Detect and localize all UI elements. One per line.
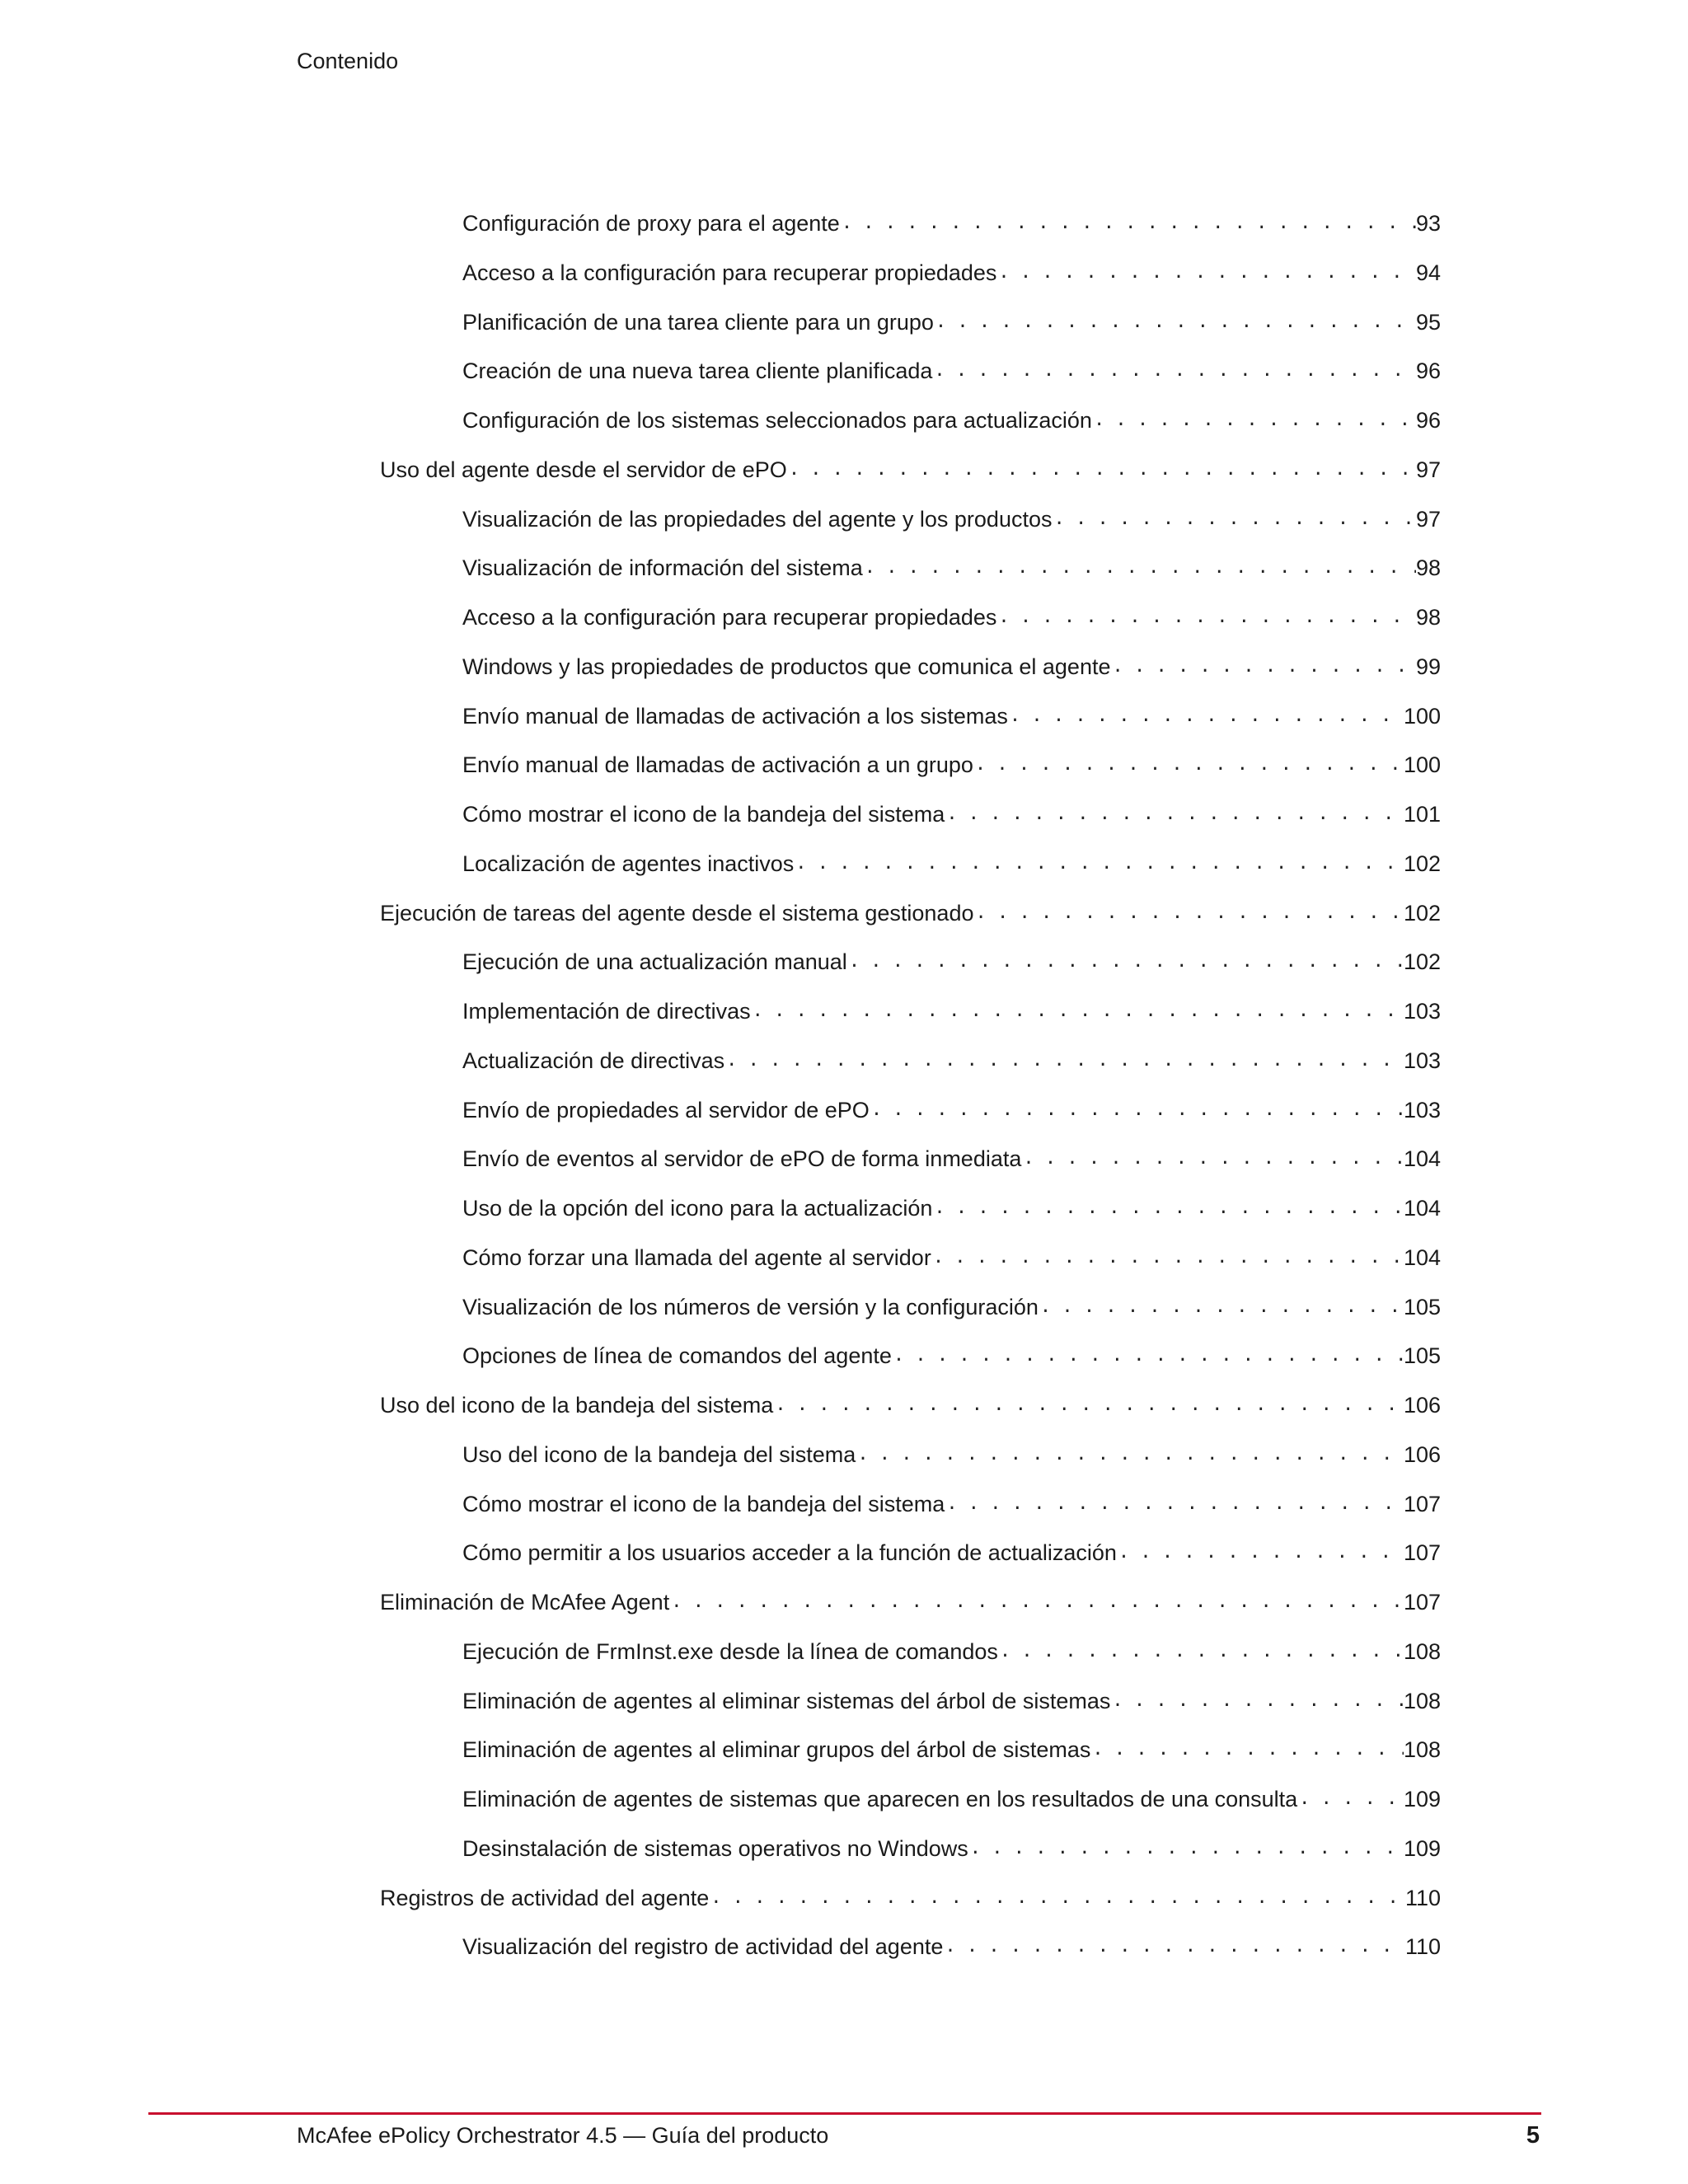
toc-entry-title: Eliminación de agentes al eliminar sistemas del árbol de sistemas: [462, 1689, 1111, 1713]
toc-entry-page: 106: [1403, 1442, 1441, 1467]
toc-dot-leader: [1008, 701, 1404, 731]
toc-dot-leader: [945, 799, 1404, 829]
toc-dot-leader: [669, 1587, 1404, 1617]
toc-entry-title: Cómo permitir a los usuarios acceder a la función de actualización: [462, 1540, 1117, 1565]
toc-entry-title: Ejecución de una actualización manual: [462, 949, 847, 974]
toc-entry-page: 104: [1403, 1245, 1441, 1270]
toc-entry-page: 100: [1403, 752, 1441, 777]
toc-dot-leader: [1092, 405, 1416, 435]
footer-page-number: 5: [1526, 2122, 1540, 2149]
toc-entry-title: Eliminación de agentes de sistemas que aparecen en los resultados de una consulta: [462, 1787, 1298, 1811]
toc-entry-page: 97: [1415, 457, 1441, 482]
toc-dot-leader: [945, 1489, 1404, 1519]
toc-entry-page: 98: [1415, 605, 1441, 630]
toc-entry[interactable]: [462, 793, 1441, 829]
toc-entry-title: Cómo forzar una llamada del agente al servidor: [462, 1245, 931, 1270]
toc-dot-leader: [968, 1834, 1404, 1863]
toc-entry[interactable]: [462, 1187, 1441, 1223]
page-header-section-title: Contenido: [297, 49, 399, 73]
toc-entry-title: Uso del agente desde el servidor de ePO: [380, 457, 787, 482]
toc-entry-title: Windows y las propiedades de productos que comunica el agente: [462, 654, 1111, 679]
toc-entry-page: 105: [1403, 1343, 1441, 1368]
toc-entry-title: Configuración de los sistemas seleccionados para actualización: [462, 408, 1092, 433]
toc-dot-leader: [724, 1046, 1404, 1076]
toc-entry[interactable]: [462, 1483, 1441, 1519]
toc-entry-title: Desinstalación de sistemas operativos no Windows: [462, 1836, 968, 1861]
toc-entry-page: 103: [1403, 1098, 1441, 1122]
toc-entry-page: 102: [1403, 949, 1441, 974]
toc-entry-title: Visualización del registro de actividad del agente: [462, 1934, 944, 1959]
toc-dot-leader: [870, 1095, 1404, 1125]
toc-entry[interactable]: [462, 596, 1441, 632]
toc-dot-leader: [856, 1440, 1404, 1469]
toc-dot-leader: [892, 1341, 1404, 1371]
toc-entry-page: 101: [1403, 802, 1441, 827]
toc-dot-leader: [1117, 1538, 1404, 1568]
toc-entry[interactable]: [462, 1137, 1441, 1174]
toc-entry-title: Envío de eventos al servidor de ePO de forma inmediata: [462, 1146, 1022, 1171]
toc-entry-page: 98: [1415, 555, 1441, 580]
toc-dot-leader: [934, 307, 1416, 337]
toc-entry[interactable]: [462, 1925, 1441, 1961]
toc-entry[interactable]: [462, 498, 1441, 534]
toc-entry-page: 96: [1415, 359, 1441, 383]
toc-entry-page: 107: [1403, 1540, 1441, 1565]
toc-entry-page: 102: [1403, 851, 1441, 876]
toc-entry[interactable]: [462, 1630, 1441, 1666]
toc-entry[interactable]: [462, 743, 1441, 780]
toc-entry-page: 94: [1415, 260, 1441, 285]
toc-entry-page: 106: [1403, 1393, 1441, 1418]
toc-dot-leader: [996, 258, 1416, 288]
toc-entry-title: Eliminación de agentes al eliminar grupos del árbol de sistemas: [462, 1737, 1091, 1762]
toc-dot-leader: [932, 1193, 1404, 1223]
toc-entry-page: 109: [1403, 1836, 1441, 1861]
toc-entry[interactable]: [462, 842, 1441, 879]
toc-entry-title: Envío de propiedades al servidor de ePO: [462, 1098, 870, 1122]
toc-entry-page: 95: [1415, 310, 1441, 335]
toc-entry-page: 93: [1415, 211, 1441, 236]
toc-entry-title: Envío manual de llamadas de activación a un grupo: [462, 752, 973, 777]
toc-dot-leader: [1110, 1686, 1404, 1716]
toc-entry-page: 96: [1415, 408, 1441, 433]
toc-entry-title: Visualización de información del sistema: [462, 555, 863, 580]
toc-entry-title: Eliminación de McAfee Agent: [380, 1590, 670, 1615]
toc-dot-leader: [943, 1932, 1405, 1961]
toc-entry[interactable]: [462, 940, 1441, 977]
toc-dot-leader: [1021, 1144, 1404, 1174]
toc-entry-page: 110: [1404, 1934, 1441, 1959]
toc-dot-leader: [840, 209, 1416, 238]
toc-dot-leader: [1110, 652, 1415, 682]
toc-entry[interactable]: [462, 1728, 1441, 1765]
toc-entry-page: 104: [1403, 1196, 1441, 1221]
toc-entry-title: Ejecución de tareas del agente desde el sistema gestionado: [380, 901, 974, 926]
toc-dot-leader: [709, 1883, 1405, 1913]
toc-dot-leader: [863, 553, 1416, 583]
toc-entry-title: Cómo mostrar el icono de la bandeja del sistema: [462, 1492, 945, 1516]
toc-entry-title: Visualización de las propiedades del agente y los productos: [462, 507, 1053, 532]
toc-entry-title: Implementación de directivas: [462, 999, 751, 1024]
toc-entry[interactable]: [380, 892, 1441, 928]
toc-dot-leader: [1052, 504, 1415, 534]
toc-dot-leader: [1039, 1292, 1404, 1322]
toc-entry-page: 97: [1415, 507, 1441, 532]
toc-entry[interactable]: [462, 399, 1441, 435]
toc-entry-title: Actualización de directivas: [462, 1048, 725, 1073]
toc-entry-title: Cómo mostrar el icono de la bandeja del sistema: [462, 802, 945, 827]
toc-entry-page: 99: [1415, 654, 1441, 679]
footer-document-title: McAfee ePolicy Orchestrator 4.5 — Guía del producto: [297, 2123, 829, 2148]
toc-entry-page: 102: [1403, 901, 1441, 926]
toc-entry[interactable]: [380, 1877, 1441, 1913]
toc-entry[interactable]: [380, 1581, 1441, 1617]
toc-entry-title: Acceso a la configuración para recuperar propiedades: [462, 260, 997, 285]
toc-entry[interactable]: [462, 251, 1441, 288]
toc-entry-page: 108: [1403, 1689, 1441, 1713]
toc-entry-title: Opciones de línea de comandos del agente: [462, 1343, 892, 1368]
toc-entry-page: 105: [1403, 1295, 1441, 1319]
toc-entry-title: Localización de agentes inactivos: [462, 851, 795, 876]
toc-entry-page: 107: [1403, 1590, 1441, 1615]
toc-entry[interactable]: [462, 1531, 1441, 1568]
toc-dot-leader: [1297, 1784, 1404, 1814]
toc-entry-title: Uso de la opción del icono para la actualización: [462, 1196, 933, 1221]
toc-entry[interactable]: [462, 546, 1441, 583]
toc-entry[interactable]: [462, 1089, 1441, 1125]
toc-entry-title: Acceso a la configuración para recuperar propiedades: [462, 605, 997, 630]
toc-dot-leader: [932, 356, 1416, 386]
toc-dot-leader: [794, 849, 1404, 879]
toc-entry[interactable]: [462, 1680, 1441, 1716]
toc-entry[interactable]: [380, 1384, 1441, 1420]
toc-entry-title: Configuración de proxy para el agente: [462, 211, 840, 236]
toc-dot-leader: [773, 1390, 1404, 1420]
toc-entry[interactable]: [462, 645, 1441, 682]
toc-entry[interactable]: [462, 1039, 1441, 1076]
toc-dot-leader: [996, 602, 1416, 632]
footer-divider: [148, 2112, 1541, 2115]
toc-entry-page: 103: [1403, 1048, 1441, 1073]
toc-entry-title: Uso del icono de la bandeja del sistema: [380, 1393, 774, 1418]
toc-entry-title: Ejecución de FrmInst.exe desde la línea de comandos: [462, 1639, 998, 1664]
toc-entry-title: Creación de una nueva tarea cliente planificada: [462, 359, 933, 383]
toc-entry-title: Planificación de una tarea cliente para un grupo: [462, 310, 934, 335]
toc-entry-page: 100: [1403, 704, 1441, 729]
toc-entry[interactable]: [462, 990, 1441, 1026]
toc-entry-page: 110: [1404, 1886, 1441, 1910]
toc-dot-leader: [931, 1243, 1404, 1272]
toc-entry[interactable]: [462, 1778, 1441, 1814]
toc-entry[interactable]: [462, 202, 1441, 238]
toc-entry-title: Visualización de los números de versión y la configuración: [462, 1295, 1039, 1319]
toc-entry-title: Registros de actividad del agente: [380, 1886, 710, 1910]
toc-entry[interactable]: [462, 349, 1441, 386]
toc-entry-title: Envío manual de llamadas de activación a los sistemas: [462, 704, 1008, 729]
toc-entry-title: Uso del icono de la bandeja del sistema: [462, 1442, 856, 1467]
toc-entry[interactable]: [462, 1236, 1441, 1272]
toc-dot-leader: [998, 1637, 1404, 1666]
toc-dot-leader: [973, 750, 1404, 780]
toc-entry[interactable]: [462, 301, 1441, 337]
toc-entry[interactable]: [462, 1433, 1441, 1469]
toc-entry-page: 107: [1403, 1492, 1441, 1516]
toc-dot-leader: [1090, 1735, 1404, 1765]
toc-entry-page: 108: [1403, 1737, 1441, 1762]
toc-entry[interactable]: [462, 1286, 1441, 1322]
toc-entry[interactable]: [380, 448, 1441, 485]
toc-entry[interactable]: [462, 695, 1441, 731]
toc-entry-page: 109: [1403, 1787, 1441, 1811]
toc-entry[interactable]: [462, 1334, 1441, 1371]
toc-dot-leader: [973, 898, 1403, 928]
toc-dot-leader: [751, 996, 1404, 1026]
toc-entry[interactable]: [462, 1827, 1441, 1863]
toc-entry-page: 108: [1403, 1639, 1441, 1664]
toc-entry-page: 104: [1403, 1146, 1441, 1171]
toc-dot-leader: [787, 455, 1416, 485]
toc-dot-leader: [847, 947, 1404, 977]
toc-entry-page: 103: [1403, 999, 1441, 1024]
